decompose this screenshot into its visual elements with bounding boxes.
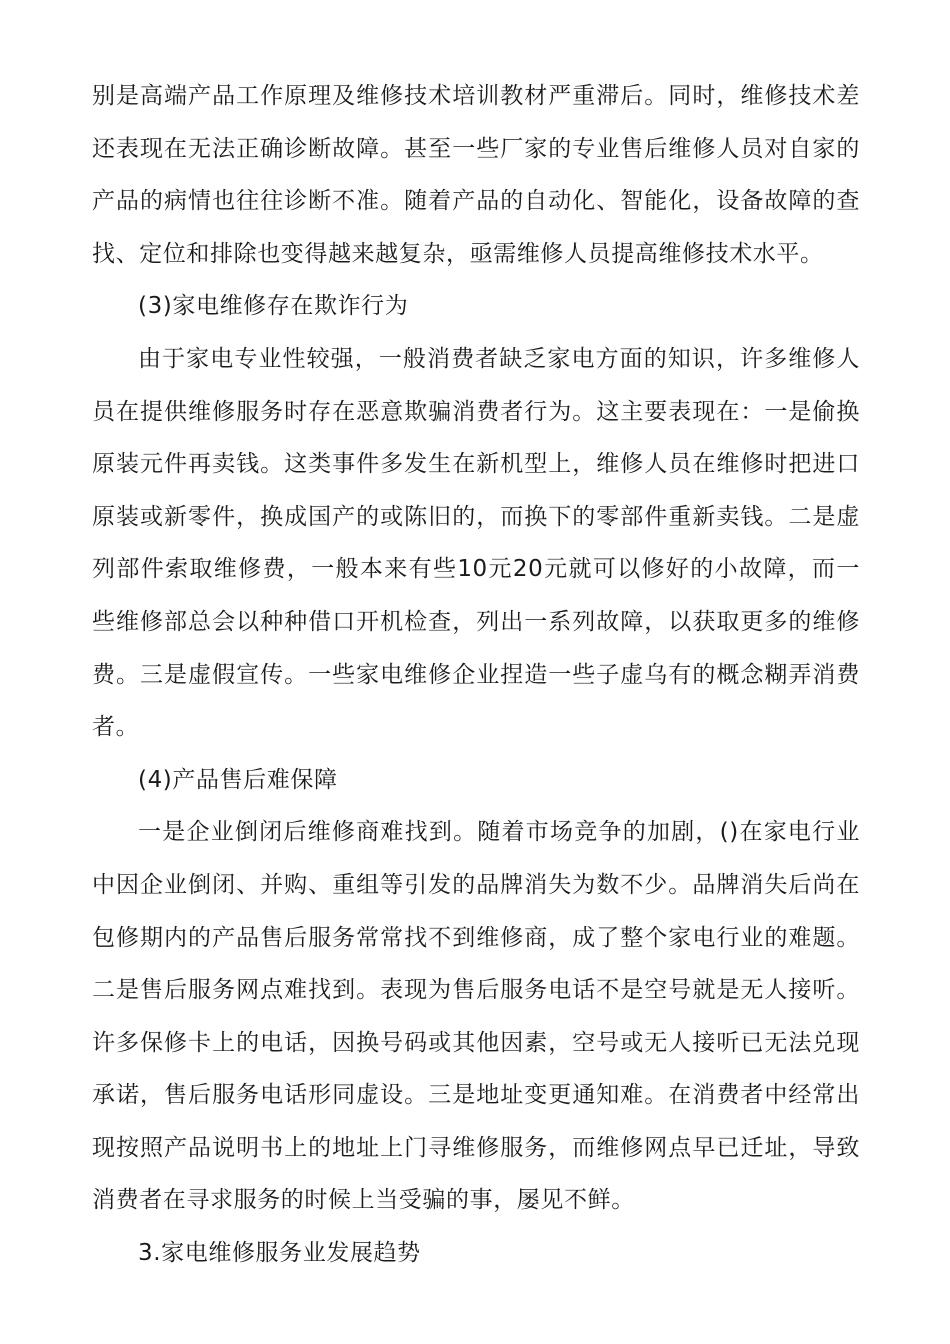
section-heading-trends: 3.家电维修服务业发展趋势 [138, 1240, 421, 1267]
section-heading-after-sales: (4)产品售后难保障 [138, 766, 338, 793]
document-page [92, 70, 860, 1280]
section-heading-fraud: (3)家电维修存在欺诈行为 [138, 293, 409, 320]
paragraph-continued: 别是高端产品工作原理及维修技术培训教材严重滞后。同时，维修技术差还表现在无法正确诊断故障。甚至一些厂家的专业售后维修人员对自家的产品的病情也往往诊断不准。随着产品的自动化、智能化，设备故障的查找、定位和排除也变得越来越复杂，亟需维修人员提高维修技术水平。 [92, 83, 860, 267]
paragraph-after-sales: 一是企业倒闭后维修商难找到。随着市场竞争的加剧，()在家电行业中因企业倒闭、并购、重组等引发的品牌消失为数不少。品牌消失后尚在包修期内的产品售后服务常常找不到维修商，成了整个家电行业的难题。二是售后服务网点难找到。表现为售后服务电话不是空号就是无人接听。许多保修卡上的电话，因换号码或其他因素，空号或无人接听已无法兑现承诺，售后服务电话形同虚设。三是地址变更通知难。在消费者中经常出现按照产品说明书上的地址上门寻维修服务，而维修网点早已迁址，导致消费者在寻求服务的时候上当受骗的事，屡见不鲜。 [92, 819, 860, 1214]
paragraph-fraud: 由于家电专业性较强，一般消费者缺乏家电方面的知识，许多维修人员在提供维修服务时存在恶意欺骗消费者行为。这主要表现在：一是偷换原装元件再卖钱。这类事件多发生在新机型上，维修人员在维修时把进口原装或新零件，换成国产的或陈旧的，而换下的零部件重新卖钱。二是虚列部件索取维修费，一般本来有些10元20元就可以修好的小故障，而一些维修部总会以种种借口开机检查，列出一系列故障，以获取更多的维修费。三是虚假宣传。一些家电维修企业捏造一些子虚乌有的概念糊弄消费者。 [92, 345, 860, 741]
